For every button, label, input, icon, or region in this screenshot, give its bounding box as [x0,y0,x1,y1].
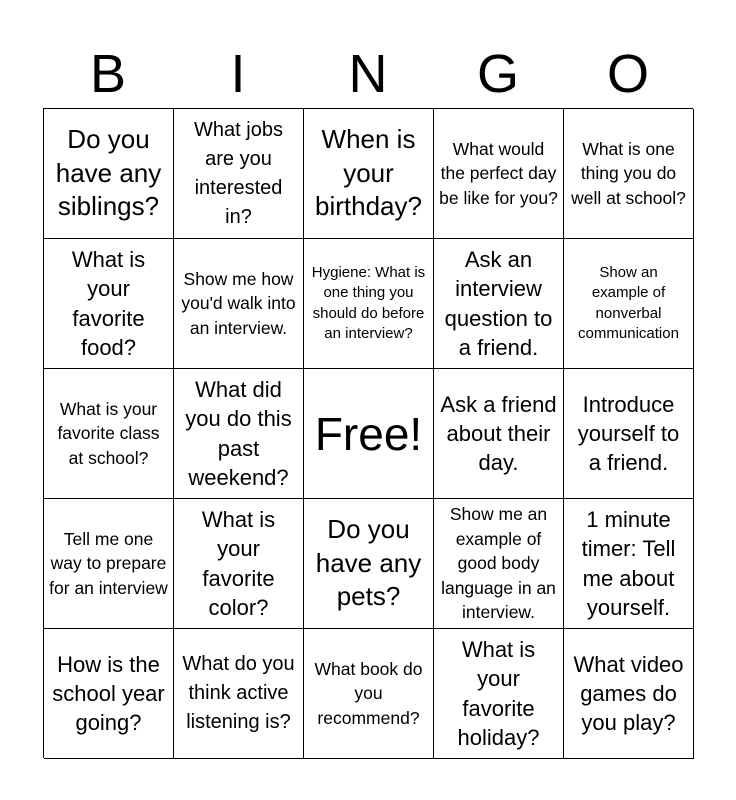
bingo-cell[interactable] [564,629,694,759]
bingo-cell[interactable] [44,369,174,499]
cell-text: Do you have any siblings? [55,123,162,222]
cell-text: Ask an interview question to a friend. [444,247,553,360]
bingo-cell[interactable] [174,629,304,759]
bingo-cell[interactable] [434,499,564,629]
bingo-cell[interactable] [564,499,694,629]
cell-text: Ask a friend about their day. [440,391,557,476]
cell-text: Show me an example of good body language in an interview. [441,504,556,623]
cell-text: What would the perfect day be like for you? [439,138,558,208]
bingo-header [43,40,693,108]
cell-text: What did you do this past weekend? [185,377,292,490]
cell-text: Tell me one way to prepare for an interview [49,528,168,598]
header-letter-n: N [348,44,388,104]
bingo-cell[interactable] [174,239,304,369]
bingo-cell[interactable] [564,109,694,239]
bingo-cell[interactable] [304,239,434,369]
cell-text: What is your favorite class at school? [57,398,160,468]
cell-text: What jobs are you interested in? [194,118,283,228]
bingo-cell[interactable] [564,369,694,499]
bingo-cell[interactable] [564,239,694,369]
bingo-cell[interactable] [304,499,434,629]
cell-text: What is your favorite holiday? [457,637,540,750]
cell-text: What do you think active listening is? [182,653,295,733]
header-letter-b: B [89,44,127,104]
bingo-cell[interactable] [44,109,174,239]
bingo-cell[interactable] [434,239,564,369]
bingo-cell[interactable] [304,629,434,759]
bingo-cell[interactable] [304,109,434,239]
bingo-cell[interactable] [174,109,304,239]
header-letter-g: G [476,44,519,104]
bingo-cell[interactable] [44,499,174,629]
bingo-cell[interactable] [434,109,564,239]
cell-text: Introduce yourself to a friend. [577,391,680,476]
free-space-label: Free! [314,407,423,460]
free-space[interactable] [304,369,434,499]
cell-text: What is one thing you do well at school? [571,138,686,208]
cell-text: Show me how you'd walk into an interview. [181,268,296,338]
bingo-cell[interactable] [174,499,304,629]
cell-text: How is the school year going? [52,651,165,736]
cell-text: Do you have any pets? [315,513,422,612]
cell-text: When is your birthday? [315,123,422,222]
bingo-cell[interactable] [44,629,174,759]
bingo-cell[interactable] [44,239,174,369]
bingo-cell[interactable] [434,369,564,499]
cell-text: 1 minute timer: Tell me about yourself. [581,507,676,620]
bingo-board [43,108,693,758]
header-letter-o: O [606,44,649,104]
cell-text: What video games do you play? [573,651,684,736]
cell-text: What is your favorite color? [201,507,276,620]
cell-text: Show an example of nonverbal communication [578,264,679,342]
cell-text: What book do you recommend? [314,658,423,728]
cell-text: What is your favorite food? [71,247,146,360]
header-letter-i: I [230,44,246,104]
bingo-cell[interactable] [174,369,304,499]
bingo-cell[interactable] [434,629,564,759]
cell-text: Hygiene: What is one thing you should do before an interview? [311,264,426,342]
